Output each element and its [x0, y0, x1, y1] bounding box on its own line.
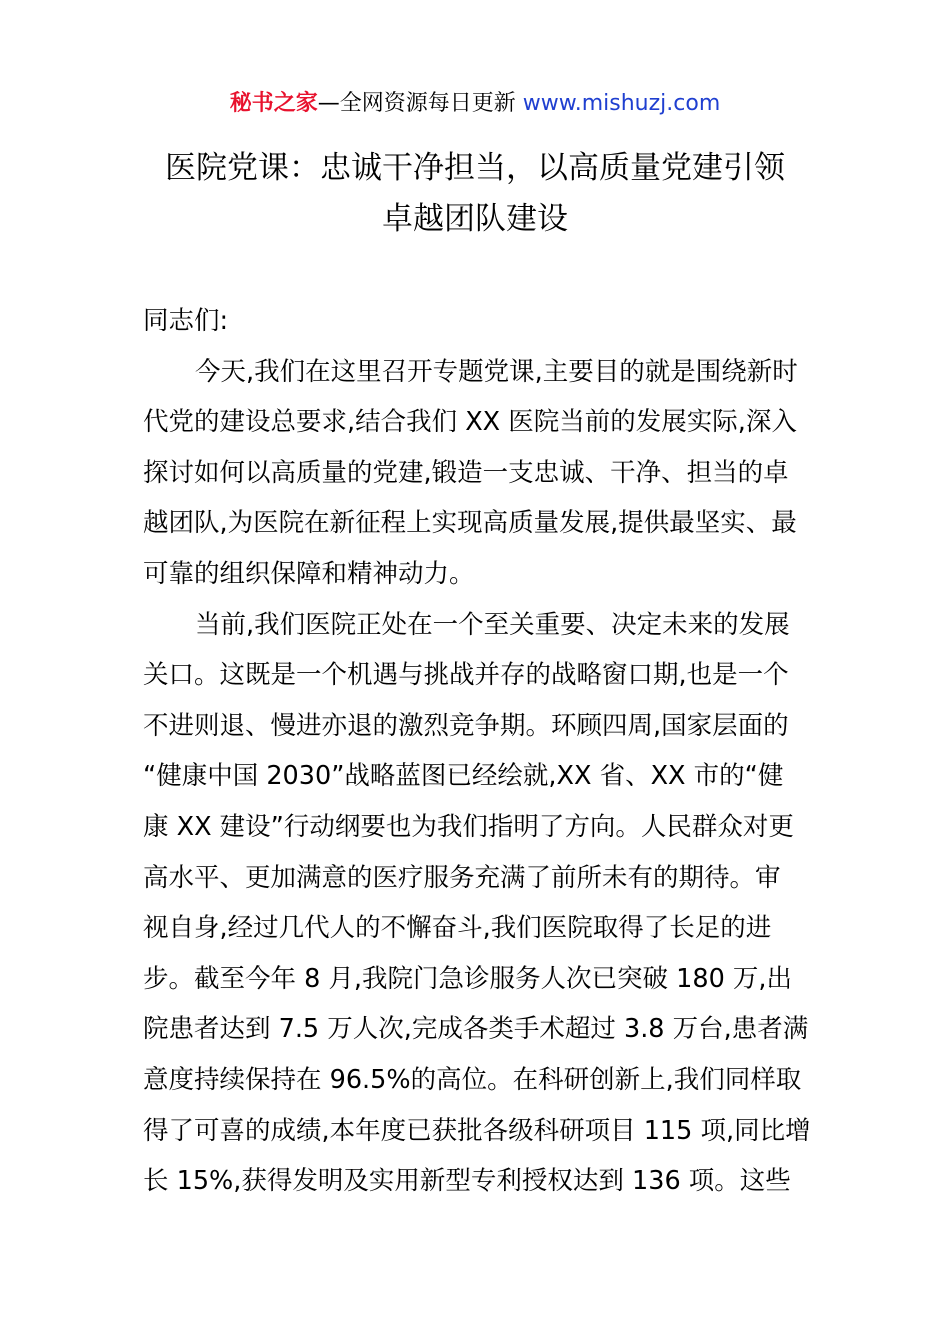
paragraph-line: 长 15%,获得发明及实用新型专利授权达到 136 项。这些 — [143, 1166, 791, 1197]
paragraph-line: 可靠的组织保障和精神动力。 — [143, 558, 475, 589]
paragraph-line: 视自身,经过几代人的不懈奋斗,我们医院取得了长足的进 — [143, 913, 772, 944]
paragraph-line: 得了可喜的成绩,本年度已获批各级科研项目 115 项,同比增 — [143, 1115, 811, 1146]
paragraph-line: 越团队,为医院在新征程上实现高质量发展,提供最坚实、最 — [143, 508, 797, 539]
brand-name: 秘书之家 — [229, 91, 318, 116]
paragraph-line: 关口。这既是一个机遇与挑战并存的战略窗口期,也是一个 — [143, 660, 789, 691]
document-body — [143, 296, 823, 1207]
site-url-link[interactable]: www.mishuzj.com — [522, 91, 721, 116]
paragraph-line: 代党的建设总要求,结合我们 XX 医院当前的发展实际,深入 — [143, 407, 797, 438]
paragraph-line: 步。截至今年 8 月,我院门急诊服务人次已突破 180 万,出 — [143, 963, 793, 994]
header-tagline: —全网资源每日更新 — [317, 91, 523, 116]
document-title-line-2: 卓越团队建设 — [382, 201, 568, 237]
paragraph-line: “健康中国 2030”战略蓝图已经绘就,XX 省、XX 市的“健 — [143, 761, 784, 792]
site-header — [0, 88, 950, 120]
document-title-line-1: 医院党课：忠诚干净担当，以高质量党建引领 — [165, 150, 785, 186]
paragraph-line: 意度持续保持在 96.5%的高位。在科研创新上,我们同样取 — [143, 1064, 802, 1095]
paragraph-line: 院患者达到 7.5 万人次,完成各类手术超过 3.8 万台,患者满 — [143, 1014, 809, 1045]
paragraph-line: 当前,我们医院正处在一个至关重要、决定未来的发展 — [195, 609, 790, 640]
paragraph-line: 今天,我们在这里召开专题党课,主要目的就是围绕新时 — [195, 356, 798, 387]
paragraph-line: 高水平、更加满意的医疗服务充满了前所未有的期待。审 — [143, 862, 781, 893]
salutation: 同志们: — [143, 306, 229, 336]
paragraph-line: 不进则退、慢进亦退的激烈竞争期。环顾四周,国家层面的 — [143, 710, 789, 741]
paragraph-line: 探讨如何以高质量的党建,锻造一支忠诚、干净、担当的卓 — [143, 457, 789, 488]
paragraph-line: 康 XX 建设”行动纲要也为我们指明了方向。人民群众对更 — [143, 811, 794, 842]
